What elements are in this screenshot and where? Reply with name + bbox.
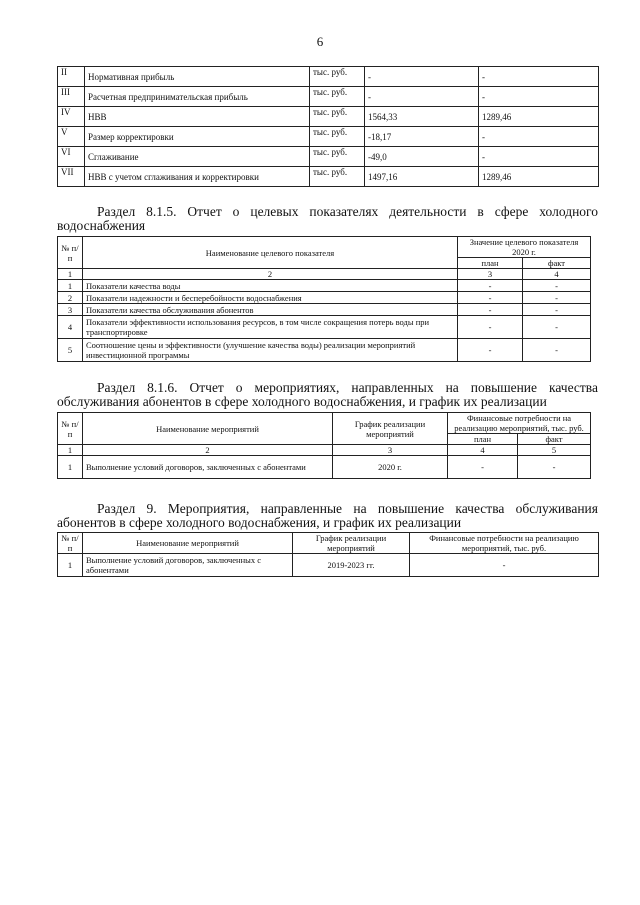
row-fact: - [523,316,591,339]
index-cell: 4 [448,445,518,456]
col-fact-header: факт [523,258,591,269]
table-row [58,339,591,362]
row-num: 3 [58,304,83,316]
row-unit: тыс. руб. [310,87,365,107]
row-name: Показатели надежности и бесперебойности водоснабжения [83,292,458,304]
row-unit: тыс. руб. [310,67,365,87]
row-plan: - [458,339,523,362]
section-8-1-5-heading: Раздел 8.1.5. Отчет о целевых показателях деятельности в сфере холодного водоснабжения [57,204,598,233]
index-cell: 2 [83,269,458,280]
section-9-heading: Раздел 9. Мероприятия, направленные на повышение качества обслуживания абонентов в сфере холодного водоснабжения, и график их реализации [57,501,598,530]
row-name: Сглаживание [85,147,310,167]
row-name: Выполнение условий договоров, заключенных с абонентами [83,456,333,479]
row-finance: - [410,554,599,577]
row-name: Расчетная предпринимательская прибыль [85,87,310,107]
index-cell: 3 [333,445,448,456]
row-num: 5 [58,339,83,362]
row-fact: - [518,456,591,479]
financial-indicators-table [57,66,599,187]
row-roman-num: III [58,87,85,107]
row-name: Показатели эффективности использования ресурсов, в том числе сокращения потерь воды при транспортировке [83,316,458,339]
measures-table [57,412,591,479]
row-value-plan: - [365,67,479,87]
row-value-plan: 1564,33 [365,107,479,127]
row-schedule: 2020 г. [333,456,448,479]
col-plan-header: план [458,258,523,269]
row-value-fact: - [479,147,599,167]
row-roman-num: IV [58,107,85,127]
col-value-header: Значение целевого показателя 2020 г. [458,237,591,258]
row-num: 1 [58,554,83,577]
row-unit: тыс. руб. [310,147,365,167]
row-value-fact: - [479,87,599,107]
row-num: 1 [58,280,83,292]
row-roman-num: VI [58,147,85,167]
row-plan: - [458,304,523,316]
table-row [58,67,599,87]
col-schedule-header: График реализации мероприятий [293,533,410,554]
index-cell: 1 [58,445,83,456]
row-name: Размер корректировки [85,127,310,147]
index-cell: 2 [83,445,333,456]
index-cell: 5 [518,445,591,456]
row-roman-num: II [58,67,85,87]
row-num: 4 [58,316,83,339]
row-roman-num: VII [58,167,85,187]
col-fact-header: факт [518,434,591,445]
row-unit: тыс. руб. [310,127,365,147]
row-fact: - [523,339,591,362]
row-value-plan: - [365,87,479,107]
row-name: Показатели качества обслуживания абонентов [83,304,458,316]
row-value-fact: 1289,46 [479,107,599,127]
row-unit: тыс. руб. [310,107,365,127]
col-num-header: № п/п [58,533,83,554]
table-row [58,87,599,107]
index-cell: 3 [458,269,523,280]
section-9-measures-table [57,532,599,577]
row-value-fact: - [479,67,599,87]
row-value-fact: - [479,127,599,147]
row-plan: - [458,292,523,304]
table-row [58,147,599,167]
row-fact: - [523,292,591,304]
table-row [58,127,599,147]
row-fact: - [523,280,591,292]
col-num-header: № п/п [58,237,83,269]
col-name-header: Наименование мероприятий [83,413,333,445]
row-name: Нормативная прибыль [85,67,310,87]
col-finance-header: Финансовые потребности на реализацию мероприятий, тыс. руб. [410,533,599,554]
col-name-header: Наименование целевого показателя [83,237,458,269]
table-row [58,304,591,316]
row-num: 1 [58,456,83,479]
col-plan-header: план [448,434,518,445]
index-cell: 1 [58,269,83,280]
col-schedule-header: График реализации мероприятий [333,413,448,445]
row-plan: - [458,316,523,339]
row-value-plan: -49,0 [365,147,479,167]
table-row [58,107,599,127]
col-finance-header: Финансовые потребности на реализацию мероприятий, тыс. руб. [448,413,591,434]
row-fact: - [523,304,591,316]
row-name: НВВ с учетом сглаживания и корректировки [85,167,310,187]
row-num: 2 [58,292,83,304]
row-roman-num: V [58,127,85,147]
row-schedule: 2019-2023 гг. [293,554,410,577]
row-unit: тыс. руб. [310,167,365,187]
row-value-plan: -18,17 [365,127,479,147]
page-number: 6 [316,34,324,49]
row-value-plan: 1497,16 [365,167,479,187]
row-name: Выполнение условий договоров, заключенных с абонентами [83,554,293,577]
target-indicators-table [57,236,591,362]
row-plan: - [448,456,518,479]
row-value-fact: 1289,46 [479,167,599,187]
table-row [58,280,591,292]
table-row [58,316,591,339]
index-cell: 4 [523,269,591,280]
table-row [58,292,591,304]
row-name: Показатели качества воды [83,280,458,292]
row-name: Соотношение цены и эффективности (улучшение качества воды) реализации мероприятий инвестиционной программы [83,339,458,362]
row-name: НВВ [85,107,310,127]
col-num-header: № п/п [58,413,83,445]
row-plan: - [458,280,523,292]
col-name-header: Наименование мероприятий [83,533,293,554]
section-8-1-6-heading: Раздел 8.1.6. Отчет о мероприятиях, направленных на повышение качества обслуживания абонентов в сфере холодного водоснабжения, и график их реализации [57,380,598,409]
table-row [58,167,599,187]
